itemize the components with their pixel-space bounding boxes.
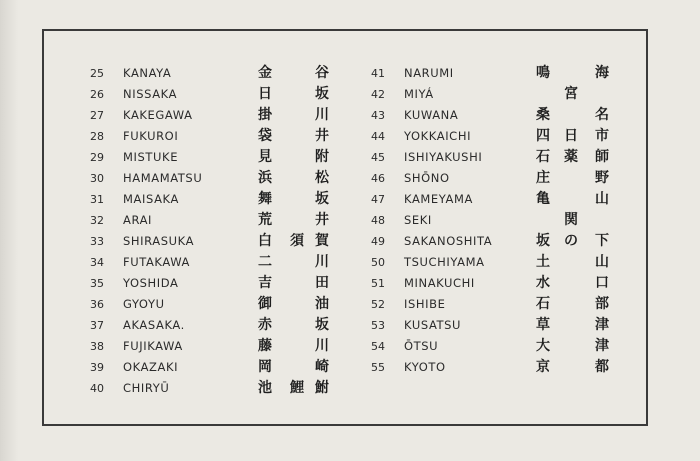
station-row [371, 231, 631, 252]
station-kanji-2: 鯉 [290, 380, 304, 396]
station-kanji-1: 京 [536, 359, 550, 375]
station-number: 34 [90, 256, 104, 269]
page-edge-shadow [0, 0, 18, 461]
station-name-romaji: FUJIKAWA [123, 339, 183, 353]
station-kanji-3: 山 [595, 191, 609, 207]
station-kanji-3: 油 [315, 296, 329, 312]
station-number: 31 [90, 193, 104, 206]
station-row [371, 210, 631, 231]
station-row [90, 357, 350, 378]
station-row [90, 147, 350, 168]
station-name-romaji: SHŌNO [404, 171, 450, 185]
station-kanji-3: 津 [595, 317, 609, 333]
station-number: 52 [371, 298, 385, 311]
station-row [90, 189, 350, 210]
station-row [371, 294, 631, 315]
station-name-romaji: YOSHIDA [123, 276, 179, 290]
station-kanji-3: 鮒 [315, 380, 329, 396]
station-name-romaji: SHIRASUKA [123, 234, 195, 248]
station-name-romaji: MINAKUCHI [404, 276, 475, 290]
station-kanji-3: 川 [315, 254, 329, 270]
station-row [371, 105, 631, 126]
station-name-romaji: CHIRYŪ [123, 381, 170, 395]
station-number: 54 [371, 340, 385, 353]
station-number: 25 [90, 67, 104, 80]
station-name-romaji: TSUCHIYAMA [404, 255, 485, 269]
station-row [90, 210, 350, 231]
station-name-romaji: OKAZAKI [123, 360, 179, 374]
station-row [90, 168, 350, 189]
station-name-romaji: YOKKAICHI [404, 129, 472, 143]
station-row [90, 378, 350, 399]
station-number: 44 [371, 130, 385, 143]
station-kanji-3: 坂 [315, 86, 329, 102]
station-kanji-3: 松 [315, 170, 329, 186]
station-kanji-3: 下 [595, 233, 609, 249]
station-kanji-3: 川 [315, 107, 329, 123]
station-kanji-2: 宮 [564, 86, 578, 102]
station-row [90, 231, 350, 252]
station-name-romaji: NISSAKA [123, 87, 178, 101]
station-row [90, 126, 350, 147]
station-row [90, 105, 350, 126]
station-name-romaji: ŌTSU [404, 339, 439, 353]
station-row [90, 315, 350, 336]
station-kanji-2: 日 [564, 128, 578, 144]
station-kanji-1: 白 [258, 233, 272, 249]
station-number: 38 [90, 340, 104, 353]
station-kanji-3: 海 [595, 65, 609, 81]
station-kanji-1: 鳴 [536, 65, 550, 81]
station-name-romaji: MAISAKA [123, 192, 179, 206]
station-name-romaji: KANAYA [123, 66, 172, 80]
station-number: 40 [90, 382, 104, 395]
station-name-romaji: ARAI [123, 213, 153, 227]
station-row [371, 147, 631, 168]
station-kanji-1: 藤 [258, 338, 272, 354]
station-kanji-1: 石 [536, 296, 550, 312]
station-kanji-3: 市 [595, 128, 609, 144]
station-number: 29 [90, 151, 104, 164]
station-kanji-1: 掛 [258, 107, 272, 123]
station-row [371, 252, 631, 273]
station-name-romaji: ISHIBE [404, 297, 446, 311]
station-row [90, 252, 350, 273]
station-row [90, 273, 350, 294]
station-kanji-3: 山 [595, 254, 609, 270]
station-number: 37 [90, 319, 104, 332]
station-name-romaji: FUKUROI [123, 129, 179, 143]
station-row [371, 336, 631, 357]
station-number: 46 [371, 172, 385, 185]
station-number: 28 [90, 130, 104, 143]
station-number: 33 [90, 235, 104, 248]
station-kanji-3: 師 [595, 149, 609, 165]
station-kanji-3: 坂 [315, 317, 329, 333]
station-kanji-1: 二 [258, 254, 272, 270]
station-kanji-3: 賀 [315, 233, 329, 249]
station-kanji-1: 庄 [536, 170, 550, 186]
station-row [90, 63, 350, 84]
station-kanji-1: 岡 [258, 359, 272, 375]
station-kanji-3: 坂 [315, 191, 329, 207]
station-number: 45 [371, 151, 385, 164]
station-kanji-1: 赤 [258, 317, 272, 333]
station-row [90, 84, 350, 105]
station-kanji-3: 井 [315, 212, 329, 228]
station-kanji-1: 金 [258, 65, 272, 81]
station-number: 47 [371, 193, 385, 206]
station-name-romaji: KAMEYAMA [404, 192, 473, 206]
station-name-romaji: MISTUKE [123, 150, 179, 164]
station-number: 41 [371, 67, 385, 80]
station-row [371, 63, 631, 84]
station-kanji-3: 口 [595, 275, 609, 291]
station-row [371, 84, 631, 105]
station-list-left [90, 63, 350, 399]
station-kanji-1: 袋 [258, 128, 272, 144]
station-kanji-3: 津 [595, 338, 609, 354]
station-row [371, 189, 631, 210]
station-kanji-1: 日 [258, 86, 272, 102]
station-number: 50 [371, 256, 385, 269]
station-number: 36 [90, 298, 104, 311]
station-number: 51 [371, 277, 385, 290]
station-kanji-1: 浜 [258, 170, 272, 186]
station-kanji-3: 名 [595, 107, 609, 123]
station-kanji-1: 石 [536, 149, 550, 165]
station-kanji-1: 舞 [258, 191, 272, 207]
station-name-romaji: MIYÁ [404, 87, 434, 101]
station-kanji-3: 附 [315, 149, 329, 165]
station-number: 26 [90, 88, 104, 101]
station-kanji-3: 谷 [315, 65, 329, 81]
station-name-romaji: KUSATSU [404, 318, 462, 332]
station-row [90, 336, 350, 357]
station-kanji-1: 大 [536, 338, 550, 354]
station-name-romaji: NARUMI [404, 66, 454, 80]
station-kanji-1: 坂 [536, 233, 550, 249]
station-kanji-1: 吉 [258, 275, 272, 291]
station-number: 53 [371, 319, 385, 332]
station-kanji-1: 水 [536, 275, 550, 291]
station-name-romaji: SAKANOSHITA [404, 234, 493, 248]
station-number: 43 [371, 109, 385, 122]
station-number: 35 [90, 277, 104, 290]
station-kanji-3: 部 [595, 296, 609, 312]
station-kanji-1: 桑 [536, 107, 550, 123]
station-kanji-3: 崎 [315, 359, 329, 375]
station-number: 32 [90, 214, 104, 227]
station-kanji-1: 荒 [258, 212, 272, 228]
station-kanji-1: 亀 [536, 191, 550, 207]
station-kanji-3: 井 [315, 128, 329, 144]
station-kanji-3: 川 [315, 338, 329, 354]
station-kanji-2: 薬 [564, 149, 578, 165]
station-name-romaji: KUWANA [404, 108, 459, 122]
station-row [90, 294, 350, 315]
station-kanji-1: 池 [258, 380, 272, 396]
station-name-romaji: AKASAKA. [123, 318, 185, 332]
station-name-romaji: KAKEGAWA [123, 108, 193, 122]
station-name-romaji: HAMAMATSU [123, 171, 203, 185]
station-list-right [371, 63, 631, 378]
station-kanji-1: 見 [258, 149, 272, 165]
station-kanji-3: 田 [315, 275, 329, 291]
station-row [371, 168, 631, 189]
station-kanji-1: 土 [536, 254, 550, 270]
station-name-romaji: SEKI [404, 213, 432, 227]
station-row [371, 315, 631, 336]
station-kanji-2: 須 [290, 233, 304, 249]
station-number: 49 [371, 235, 385, 248]
station-kanji-1: 四 [536, 128, 550, 144]
station-number: 27 [90, 109, 104, 122]
station-kanji-2: の [564, 233, 578, 249]
station-name-romaji: KYOTO [404, 360, 446, 374]
station-number: 42 [371, 88, 385, 101]
station-kanji-3: 野 [595, 170, 609, 186]
station-name-romaji: GYOYU [123, 297, 165, 311]
station-kanji-3: 都 [595, 359, 609, 375]
station-kanji-2: 関 [564, 212, 578, 228]
station-row [371, 273, 631, 294]
station-name-romaji: ISHIYAKUSHI [404, 150, 483, 164]
station-number: 48 [371, 214, 385, 227]
station-row [371, 357, 631, 378]
station-kanji-1: 草 [536, 317, 550, 333]
station-number: 55 [371, 361, 385, 374]
station-row [371, 126, 631, 147]
station-number: 39 [90, 361, 104, 374]
station-number: 30 [90, 172, 104, 185]
station-kanji-1: 御 [258, 296, 272, 312]
station-name-romaji: FUTAKAWA [123, 255, 191, 269]
